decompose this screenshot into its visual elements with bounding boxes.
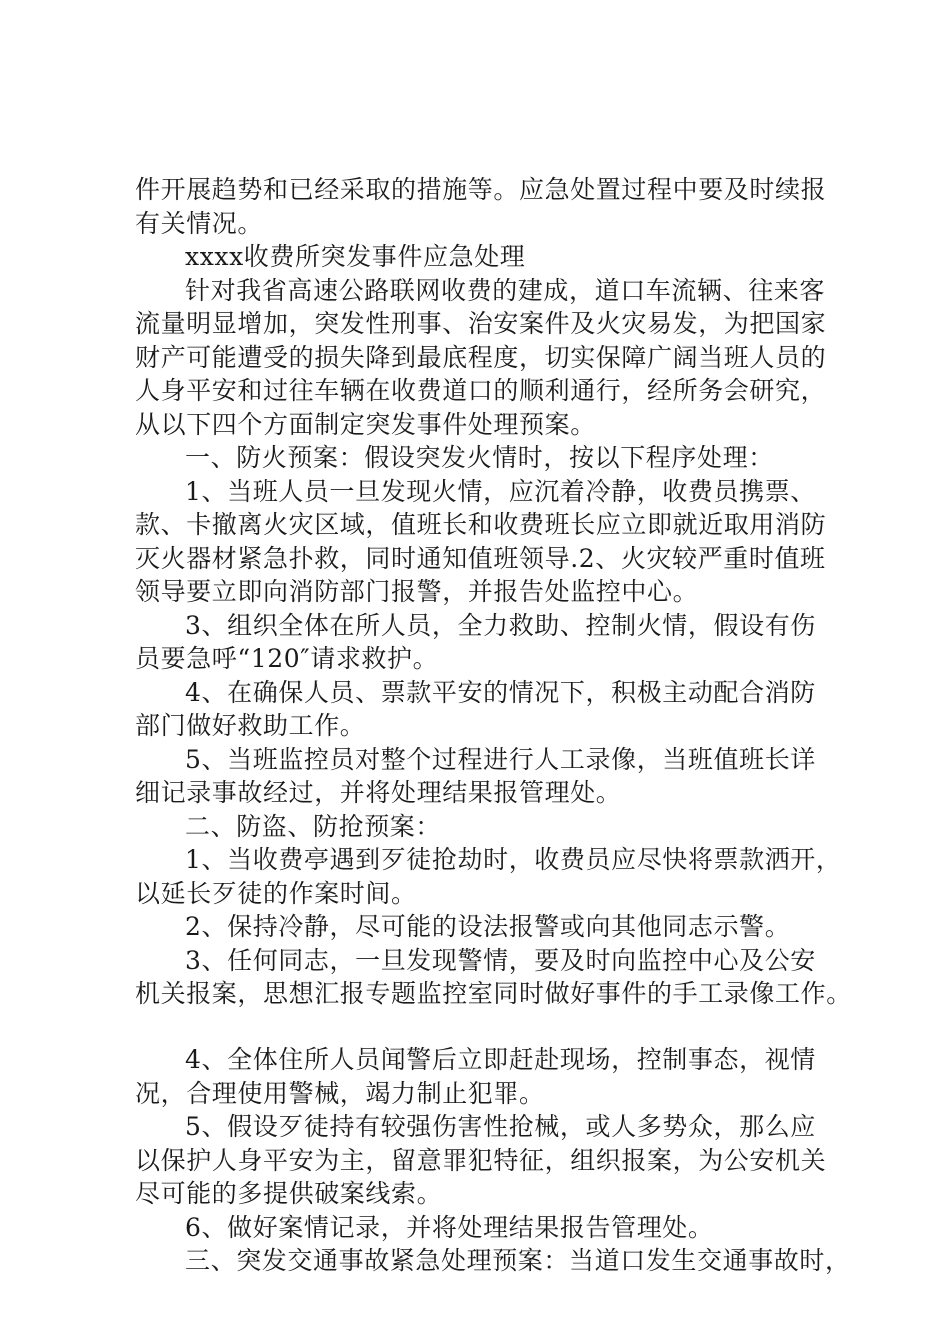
text-line: 款、卡撤离火灾区域，值班长和收费班长应立即就近取用消防 [135, 510, 827, 539]
text-line: 1、当收费亭遇到歹徒抢劫时，收费员应尽快将票款洒开， [185, 845, 842, 874]
text-line: 4、在确保人员、票款平安的情况下，积极主动配合消防 [185, 678, 816, 707]
text-line: 有关情况。 [135, 209, 264, 238]
text-line: 灭火器材紧急扑救，同时通知值班领导.2、火灾较严重时值班 [135, 544, 826, 573]
text-line: 员要急呼“120″请求救护。 [135, 644, 439, 673]
section-heading: 二、防盗、防抢预案： [185, 812, 442, 841]
text-line: 5、当班监控员对整个过程进行人工录像，当班值班长详 [185, 745, 816, 774]
text-line: 3、组织全体在所人员，全力救助、控制火情，假设有伤 [185, 611, 816, 640]
text-line: 5、假设歹徒持有较强伤害性抢械，或人多势众，那么应 [185, 1112, 816, 1141]
section-heading: 三、突发交通事故紧急处理预案：当道口发生交通事故时， [185, 1246, 851, 1275]
text-line: 以保护人身平安为主，留意罪犯特征，组织报案，为公安机关 [135, 1146, 827, 1175]
text-line: 3、任何同志，一旦发现警情，要及时向监控中心及公安 [185, 946, 816, 975]
text-line: 人身平安和过往车辆在收费道口的顺利通行，经所务会研究， [135, 376, 827, 405]
text-line: 件开展趋势和已经采取的措施等。应急处置过程中要及时续报 [135, 175, 827, 204]
text-line: 1、当班人员一旦发现火情，应沉着冷静，收费员携票、 [185, 477, 816, 506]
section-heading: 一、防火预案：假设突发火情时，按以下程序处理： [185, 443, 774, 472]
text-line: 6、做好案情记录，并将处理结果报告管理处。 [185, 1213, 714, 1242]
section-heading: xxxx收费所突发事件应急处理 [185, 242, 526, 271]
text-line: 从以下四个方面制定突发事件处理预案。 [135, 410, 596, 439]
text-line: 以延长歹徒的作案时间。 [135, 879, 417, 908]
text-line: 领导要立即向消防部门报警，并报告处监控中心。 [135, 577, 699, 606]
text-line: 机关报案，思想汇报专题监控室同时做好事件的手工录像工作。 [135, 979, 852, 1008]
text-line: 况，合理使用警械，竭力制止犯罪。 [135, 1079, 545, 1108]
text-line: 流量明显增加，突发性刑事、治安案件及火灾易发，为把国家 [135, 309, 827, 338]
text-line: 尽可能的多提供破案线索。 [135, 1179, 443, 1208]
text-line: 财产可能遭受的损失降到最底程度，切实保障广阔当班人员的 [135, 343, 827, 372]
text-line: 细记录事故经过，并将处理结果报管理处。 [135, 778, 622, 807]
text-line: 2、保持冷静，尽可能的设法报警或向其他同志示警。 [185, 912, 791, 941]
text-line: 4、全体住所人员闻警后立即赶赴现场，控制事态，视情 [185, 1045, 816, 1074]
text-line: 针对我省高速公路联网收费的建成，道口车流辆、往来客 [185, 276, 826, 305]
text-line: 部门做好救助工作。 [135, 711, 366, 740]
